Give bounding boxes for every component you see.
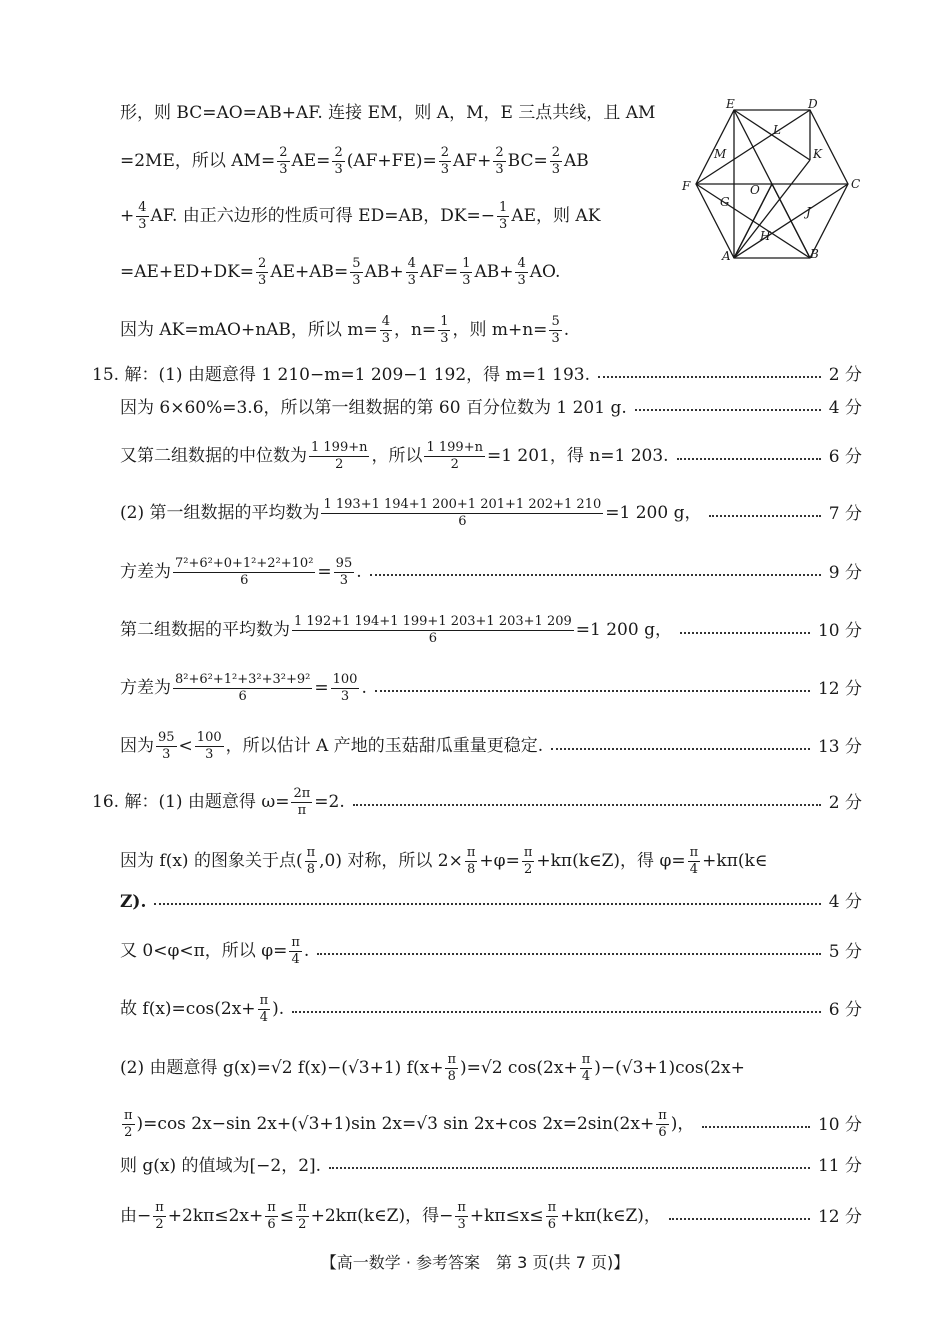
leader-dots (669, 1218, 810, 1220)
score: 4 分 (828, 398, 862, 418)
leader-dots (154, 903, 820, 905)
q14-line-3 (120, 200, 600, 233)
text: =2ME，所以 AM= (120, 151, 276, 171)
fraction: $\frac{4}{3}$ (138, 200, 147, 232)
text: AB+ (474, 262, 514, 282)
q14-line-5 (120, 314, 569, 347)
leader-dots (702, 1126, 810, 1128)
fraction: $\frac{2}{3}$ (334, 145, 343, 177)
label-C: C (851, 177, 861, 191)
text: + (120, 206, 135, 226)
text: AF+ (453, 151, 492, 171)
hexagon-figure (676, 98, 876, 268)
q16-row-4 (120, 935, 862, 968)
score: 5 分 (828, 941, 862, 962)
label-F: F (682, 179, 691, 193)
text: BC= (507, 151, 548, 171)
text: 又第二组数据的中位数为 $\frac{1 199+n}{2}$ ，所以 $\frac{1 199+n}{2}$ =1 201，得 n=1 203. (120, 440, 669, 472)
score: 2 分 (828, 792, 862, 813)
text: 因为 AK=mAO+nAB，所以 m= (120, 320, 378, 340)
label-A: A (722, 249, 731, 263)
score: 12 分 (817, 678, 862, 699)
q15-row-5 (120, 556, 862, 589)
fraction: $\frac{2}{3}$ (258, 256, 267, 288)
q16-row-3 (120, 889, 862, 915)
label-K: K (813, 147, 822, 161)
text: 因为 $\frac{95}{3}$ < $\frac{100}{3}$ ，所以估计 A 产地的玉菇甜瓜重量更稳定. (120, 730, 544, 762)
label-E: E (726, 98, 735, 111)
q16-row-9 (120, 1200, 862, 1233)
score: 9 分 (828, 562, 862, 583)
text: AB (563, 151, 589, 171)
text: 第二组数据的平均数为 $\frac{1 192+1 194+1 199+1 203+1 203+1 209}{6}$ =1 200 g， (120, 614, 672, 646)
score: 11 分 (817, 1156, 862, 1176)
fraction: $\frac{4}{3}$ (407, 256, 416, 288)
q16-row-5 (120, 993, 862, 1026)
fraction: $\frac{2}{3}$ (495, 145, 504, 177)
q16-row-7 (120, 1108, 862, 1141)
fraction: $\frac{4}{3}$ (381, 314, 390, 346)
q16-line-2: 因为 f(x) 的图象关于点( $\frac{\pi}{8}$ ,0) 对称，所以 2× $\frac{\pi}{8}$ +φ= $\frac{\pi}{2}$ +kπ(k∈Z)，得 φ= $\frac{\pi}{4}$ +kπ(k∈ (120, 845, 768, 877)
q15-row-1 (92, 362, 862, 388)
label-L: L (773, 123, 781, 137)
leader-dots (292, 1011, 821, 1013)
leader-dots (370, 574, 821, 576)
score: 6 分 (828, 999, 862, 1020)
fraction: $\frac{2}{3}$ (551, 145, 560, 177)
page-footer: 【高一数学 · 参考答案 第 3 页(共 7 页)】 (320, 1253, 630, 1272)
label-G: G (720, 195, 730, 209)
text: ，则 m+n= (452, 320, 548, 340)
fraction: $\frac{1}{3}$ (462, 256, 471, 288)
q15-row-7 (120, 672, 862, 705)
text: 又 0<φ<π，所以 φ= $\frac{\pi}{4}$ . (120, 935, 310, 967)
text: AB+ (364, 262, 404, 282)
text: =AE+ED+DK= (120, 262, 255, 282)
text: . (563, 320, 570, 340)
leader-dots (329, 1167, 810, 1169)
q14-line-1 (120, 100, 655, 126)
text: ，n= (393, 320, 437, 340)
text: AF. 由正六边形的性质可得 ED=AB，DK=− (150, 206, 496, 226)
text: AE+AB= (270, 262, 349, 282)
q14-line-2 (120, 145, 589, 178)
q15-row-4 (120, 497, 862, 530)
label-B: B (810, 247, 819, 261)
score: 13 分 (817, 736, 862, 757)
text: AE，则 AK (511, 206, 601, 226)
text: 15. 解：(1) 由题意得 1 210−m=1 209−1 192，得 m=1 193. (92, 365, 591, 385)
score: 12 分 (817, 1206, 862, 1227)
text: 故 f(x)=cos(2x+ $\frac{\pi}{4}$ ). (120, 993, 285, 1025)
text: (AF+FE)= (346, 151, 437, 171)
fraction: $\frac{5}{3}$ (551, 314, 560, 346)
leader-dots (375, 690, 810, 692)
q15-row-8 (120, 730, 862, 763)
score: 6 分 (828, 446, 862, 467)
leader-dots (680, 632, 810, 634)
text: 方差为 $\frac{\text{7²+6²+0+1²+2²+10²}}{6}$ = $\frac{95}{3}$ . (120, 556, 362, 588)
fraction: $\frac{5}{3}$ (352, 256, 361, 288)
text: 由− $\frac{\pi}{2}$ +2kπ≤2x+ $\frac{\pi}{6}$ ≤ $\frac{\pi}{2}$ +2kπ(k∈Z)，得− $\frac{\pi}{3}$ +kπ≤x≤ $\frac{\pi}{6}$ +kπ(k∈Z)， (120, 1200, 661, 1232)
leader-dots (317, 953, 820, 955)
text: (2) 第一组数据的平均数为 $\frac{1 193+1 194+1 200+1 201+1 202+1 210}{6}$ =1 200 g， (120, 497, 702, 529)
text: Z). (120, 892, 147, 912)
score: 4 分 (828, 892, 862, 912)
q15-row-3 (120, 440, 862, 473)
leader-dots (635, 409, 821, 411)
text: 方差为 $\frac{\text{8²+6²+1²+3²+3²+9²}}{6}$ = $\frac{100}{3}$ . (120, 672, 367, 704)
score: 7 分 (828, 503, 862, 524)
text: $\frac{\pi}{2}$ )=cos 2x−sin 2x+(√3+1)sin 2x=√3 sin 2x+cos 2x=2sin(2x+ $\frac{\pi}{6}$ )， (124, 1108, 695, 1140)
leader-dots (709, 515, 820, 517)
fraction: $\frac{2}{3}$ (279, 145, 288, 177)
fraction: $\frac{2}{3}$ (440, 145, 450, 177)
fraction: $\frac{4}{3}$ (517, 256, 526, 288)
fraction: $\frac{1}{3}$ (440, 314, 449, 346)
q16-row-8 (120, 1153, 862, 1179)
label-O: O (750, 183, 760, 197)
fraction: $\frac{1}{3}$ (499, 200, 508, 232)
leader-dots (353, 804, 821, 806)
label-D: D (808, 98, 818, 111)
q16-row-1 (92, 786, 862, 819)
text: AE= (291, 151, 331, 171)
leader-dots (551, 748, 810, 750)
score: 10 分 (817, 620, 862, 641)
text: AO. (529, 262, 561, 282)
text: 16. 解：(1) 由题意得 ω= $\frac{2\pi}{\pi}$ =2. (92, 786, 345, 818)
leader-dots (677, 458, 821, 460)
score: 10 分 (817, 1114, 862, 1135)
q15-row-2 (120, 395, 862, 421)
q14-line-4 (120, 256, 560, 289)
text: 则 g(x) 的值域为[−2，2]. (120, 1156, 322, 1176)
leader-dots (598, 376, 821, 378)
label-M: M (714, 147, 727, 161)
text: 形，则 BC=AO=AB+AF. 连接 EM，则 A，M，E 三点共线，且 AM (120, 103, 656, 123)
q15-row-6 (120, 614, 862, 647)
label-H: H (760, 229, 771, 243)
score: 2 分 (828, 365, 862, 385)
text: AF= (419, 262, 459, 282)
label-J: J (806, 205, 811, 219)
q16-line-6: (2) 由题意得 g(x)=√2 f(x)−(√3+1) f(x+ $\frac{\pi}{8}$ )=√2 cos(2x+ $\frac{\pi}{4}$ )−(√3+1)cos(2x+ (120, 1052, 745, 1084)
text: 因为 6×60%=3.6，所以第一组数据的第 60 百分位数为 1 201 g. (120, 398, 627, 418)
